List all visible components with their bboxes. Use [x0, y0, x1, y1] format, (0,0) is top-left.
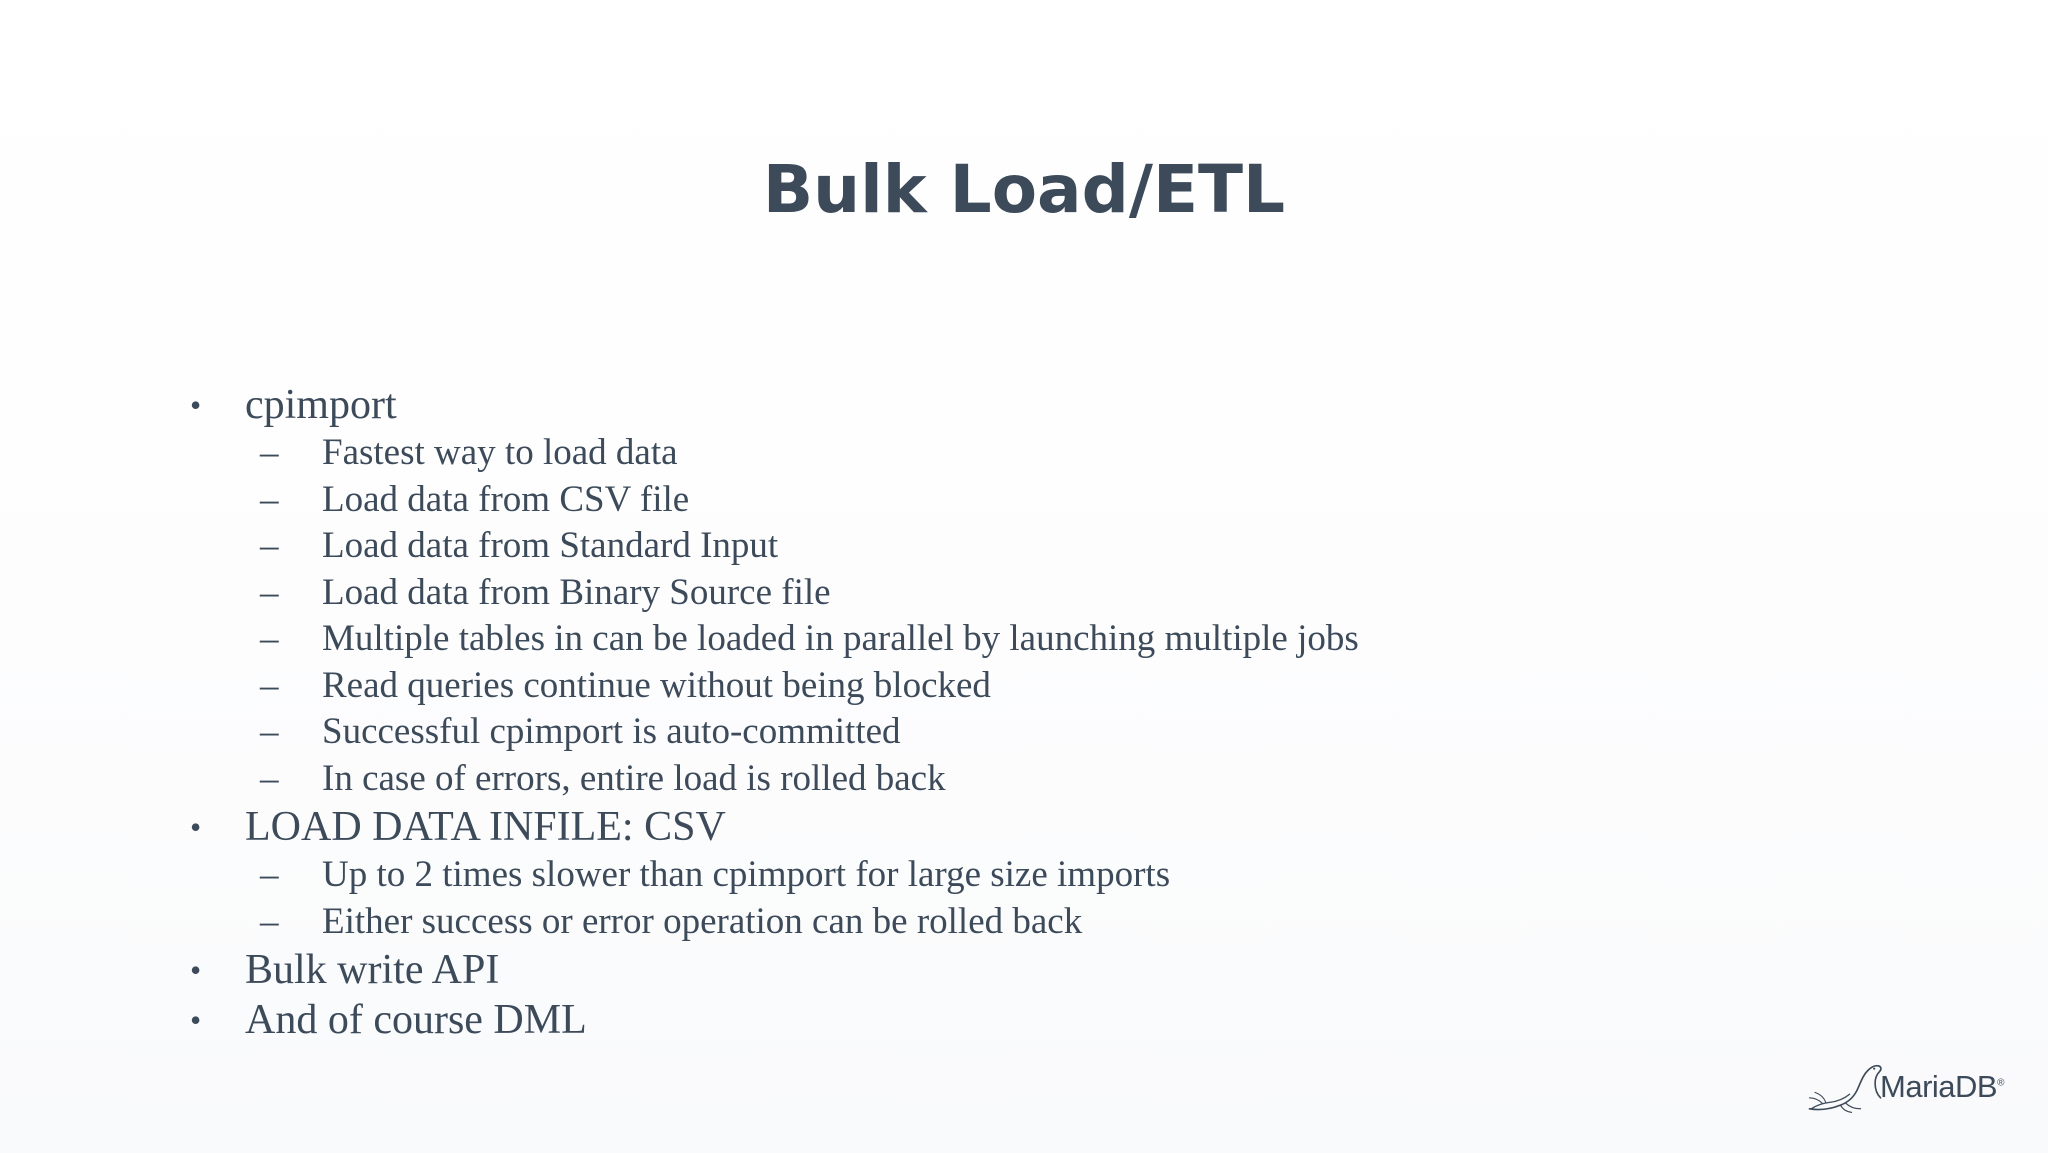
sub-bullet-text: Fastest way to load data: [322, 432, 678, 473]
bullet-text: LOAD DATA INFILE: CSV: [245, 804, 726, 850]
sub-bullet-marker: –: [260, 618, 279, 659]
sub-bullet-item: [0, 477, 2048, 524]
bullet-item: [0, 945, 2048, 995]
sub-bullet-marker: –: [260, 664, 279, 706]
sub-bullet-text: Load data from Binary Source file: [322, 571, 831, 613]
sub-bullet-item: [0, 852, 2048, 899]
sub-bullet-marker: –: [260, 571, 279, 613]
bullet-marker: •: [190, 809, 202, 845]
sub-bullet-item: [0, 663, 2048, 710]
sub-bullet-item: [0, 570, 2048, 617]
bullet-item: [0, 380, 2048, 430]
sub-bullet-item: [0, 899, 2048, 946]
sub-bullet-marker: –: [260, 525, 279, 566]
sub-bullet-text: Read queries continue without being blocked: [322, 664, 991, 706]
sub-bullet-text: Up to 2 times slower than cpimport for large size imports: [322, 854, 1171, 895]
sub-bullet-text: Load data from Standard Input: [322, 525, 779, 566]
bullet-marker: •: [190, 387, 202, 423]
sub-bullet-item: [0, 523, 2048, 570]
sub-bullet-marker: –: [260, 900, 279, 942]
sub-bullet-marker: –: [260, 757, 279, 799]
sub-bullet-marker: –: [260, 854, 279, 895]
sea-lion-icon: [1804, 1053, 1886, 1119]
bullet-text: cpimport: [245, 382, 397, 428]
sub-bullet-marker: –: [260, 432, 279, 473]
bullet-list: [0, 380, 2048, 1045]
bullet-text: Bulk write API: [245, 947, 500, 993]
bullet-text: And of course DML: [245, 997, 587, 1043]
bullet-marker: •: [190, 952, 202, 988]
logo-text: MariaDB®: [1880, 1069, 2004, 1104]
mariadb-logo: [1804, 1051, 2004, 1121]
sub-bullet-marker: –: [260, 711, 279, 752]
sub-bullet-text: Multiple tables in can be loaded in parallel by launching multiple jobs: [322, 618, 1359, 659]
bullet-item: [0, 802, 2048, 852]
sub-bullet-text: In case of errors, entire load is rolled back: [322, 757, 946, 799]
sub-bullet-item: [0, 430, 2048, 477]
sub-bullet-text: Successful cpimport is auto-committed: [322, 711, 901, 752]
sub-bullet-item: [0, 616, 2048, 663]
sub-bullet-item: [0, 709, 2048, 756]
bullet-item: [0, 995, 2048, 1045]
sub-bullet-marker: –: [260, 478, 279, 520]
sub-bullet-item: [0, 756, 2048, 803]
sub-bullet-text: Load data from CSV file: [322, 478, 690, 520]
slide-title: Bulk Load/ETL: [762, 151, 1286, 228]
sub-bullet-text: Either success or error operation can be rolled back: [322, 900, 1083, 942]
bullet-marker: •: [190, 1002, 202, 1038]
